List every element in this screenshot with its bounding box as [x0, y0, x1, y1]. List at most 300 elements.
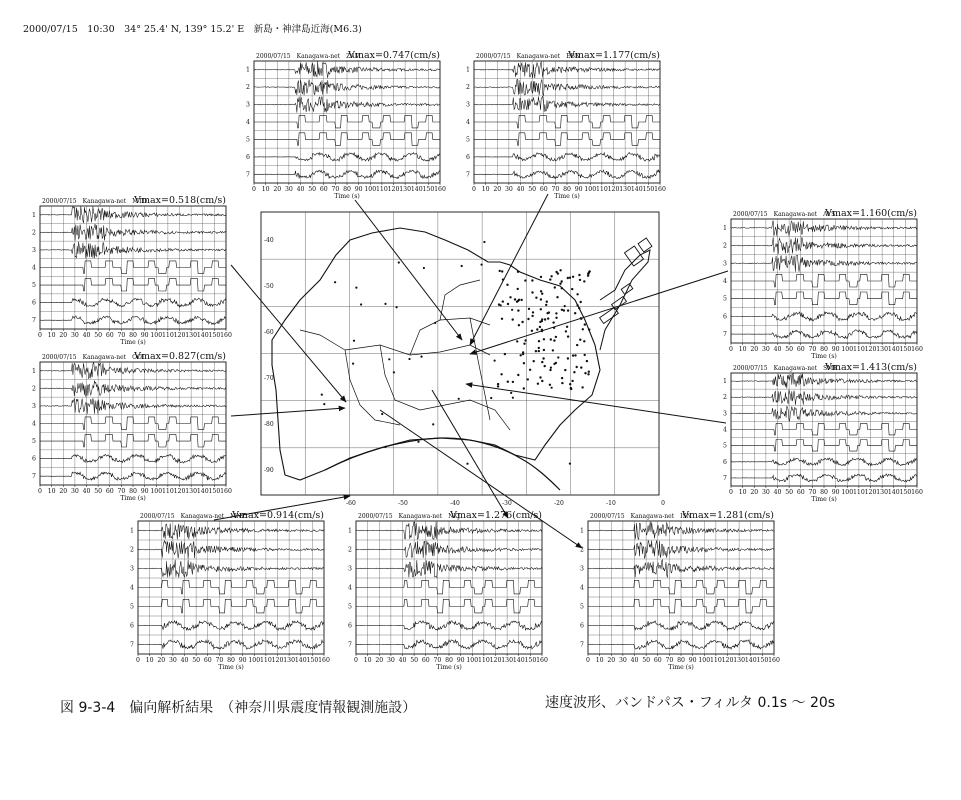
time-tick-label: 90 — [831, 346, 840, 353]
station-dot — [559, 283, 561, 285]
station-dot — [420, 356, 422, 358]
map-x-tick: -20 — [554, 500, 564, 507]
channel-label: 6 — [580, 622, 584, 630]
time-tick-label: 130 — [501, 657, 514, 664]
time-tick-label: 0 — [136, 657, 140, 664]
station-dot — [504, 353, 506, 355]
station-dot — [550, 275, 552, 277]
station-dot — [538, 350, 540, 352]
channel-label: 4 — [723, 426, 727, 434]
map-y-tick: -60 — [264, 329, 274, 336]
time-tick-label: 130 — [876, 346, 889, 353]
channel-label: 1 — [32, 211, 36, 219]
channel-label: 3 — [723, 260, 727, 268]
panel-vmax-zam: Vmax=0.747(cm/s) — [348, 50, 440, 61]
station-dot — [501, 318, 503, 320]
station-dot — [540, 298, 542, 300]
time-tick-label: 120 — [271, 657, 284, 664]
station-dot — [584, 372, 586, 374]
time-tick-label: 70 — [808, 489, 817, 496]
waveform-panel-ooi — [32, 351, 232, 502]
time-tick-label: 100 — [466, 657, 479, 664]
station-dot — [557, 272, 559, 274]
time-tick-label: 10 — [481, 186, 490, 193]
time-tick-label: 40 — [296, 186, 305, 193]
time-tick-label: 10 — [595, 657, 604, 664]
station-dot — [510, 392, 512, 394]
time-tick-label: 60 — [105, 332, 114, 339]
station-dot — [531, 291, 533, 293]
municipal-boundary — [470, 318, 490, 420]
channel-label: 5 — [32, 438, 36, 446]
time-tick-label: 50 — [94, 488, 103, 495]
channel-label: 2 — [32, 229, 36, 237]
station-dot — [396, 306, 398, 308]
map-x-tick: -30 — [502, 500, 512, 507]
time-tick-label: 50 — [785, 489, 794, 496]
time-tick-label: 110 — [375, 186, 388, 193]
time-axis-label: Time (s) — [120, 495, 146, 502]
time-tick-label: 120 — [721, 657, 734, 664]
station-dot — [466, 463, 468, 465]
station-dot — [538, 347, 540, 349]
channel-label: 7 — [466, 171, 470, 179]
time-tick-label: 50 — [94, 332, 103, 339]
channel-label: 1 — [130, 527, 134, 535]
station-dot — [564, 369, 566, 371]
panel-vmax-ebn: Vmax=1.177(cm/s) — [568, 50, 660, 61]
channel-label: 4 — [32, 264, 36, 272]
station-dot — [494, 360, 496, 362]
station-dot — [553, 339, 555, 341]
time-tick-label: 40 — [82, 332, 91, 339]
station-dot — [574, 312, 576, 314]
station-dot — [388, 358, 390, 360]
station-dot — [566, 326, 568, 328]
time-tick-label: 60 — [796, 489, 805, 496]
time-tick-label: 60 — [539, 186, 548, 193]
station-dot — [547, 317, 549, 319]
station-dot — [517, 309, 519, 311]
waveform-panel-zam — [246, 50, 446, 200]
channel-label: 2 — [32, 385, 36, 393]
station-arrow — [231, 265, 346, 402]
station-dot — [561, 280, 563, 282]
panel-title-zam: 2000/07/15 Kanagawa-net ZAM — [256, 53, 361, 60]
time-tick-label: 80 — [820, 489, 828, 496]
station-dot — [549, 369, 551, 371]
time-tick-label: 70 — [331, 186, 340, 193]
channel-label: 1 — [580, 527, 584, 535]
time-tick-label: 70 — [433, 657, 442, 664]
panel-title-isn: 2000/07/15 Kanagawa-net ISN — [590, 513, 692, 520]
station-dot — [579, 339, 581, 341]
station-dot — [537, 383, 539, 385]
station-dot — [587, 273, 589, 275]
station-dot — [408, 358, 410, 360]
municipal-boundary — [300, 330, 345, 350]
station-dot — [393, 371, 395, 373]
time-tick-label: 140 — [744, 657, 757, 664]
time-tick-label: 90 — [456, 657, 465, 664]
station-dot — [544, 365, 546, 367]
station-dot — [541, 361, 543, 363]
station-dot — [573, 371, 575, 373]
map-x-tick: -40 — [450, 500, 460, 507]
channel-label: 3 — [466, 101, 470, 109]
time-tick-label: 10 — [47, 332, 56, 339]
station-arrow — [470, 271, 728, 354]
time-tick-label: 50 — [308, 186, 317, 193]
station-dot — [572, 276, 574, 278]
time-tick-label: 90 — [574, 186, 583, 193]
station-dot — [517, 374, 519, 376]
time-tick-label: 40 — [180, 657, 189, 664]
panel-vmax-ooi: Vmax=0.827(cm/s) — [134, 351, 226, 362]
time-tick-label: 140 — [887, 346, 900, 353]
waveform-panel-smk — [723, 362, 923, 503]
time-tick-label: 110 — [852, 489, 865, 496]
time-tick-label: 100 — [150, 488, 163, 495]
channel-label: 1 — [348, 527, 352, 535]
channel-label: 5 — [723, 442, 727, 450]
station-dot — [551, 387, 553, 389]
time-tick-label: 60 — [796, 346, 805, 353]
station-dot — [570, 388, 572, 390]
waveform-panel-ebn — [466, 50, 666, 200]
time-tick-label: 110 — [161, 488, 174, 495]
station-dot — [542, 357, 544, 359]
station-dot — [323, 403, 325, 405]
map-x-tick: -60 — [346, 500, 356, 507]
time-tick-label: 60 — [105, 488, 114, 495]
time-tick-label: 80 — [677, 657, 685, 664]
time-tick-label: 30 — [168, 657, 177, 664]
channel-label: 1 — [246, 66, 250, 74]
time-tick-label: 0 — [586, 657, 590, 664]
station-dot — [512, 397, 514, 399]
channel-label: 1 — [466, 66, 470, 74]
station-dot — [518, 299, 520, 301]
station-dot — [564, 305, 566, 307]
channel-label: 5 — [32, 282, 36, 290]
waveform-panels — [32, 50, 923, 671]
station-dot — [539, 321, 541, 323]
map-x-tick: -50 — [398, 500, 408, 507]
station-dot — [588, 371, 590, 373]
panel-title-nkj: 2000/07/15 Kanagawa-net NKJ — [358, 513, 461, 520]
time-tick-label: 50 — [192, 657, 201, 664]
channel-label: 4 — [32, 420, 36, 428]
time-tick-label: 50 — [642, 657, 651, 664]
panel-title-mnz: 2000/07/15 Kanagawa-net MNZ — [140, 513, 246, 520]
channel-label: 4 — [348, 584, 352, 592]
channel-label: 7 — [32, 317, 36, 325]
time-tick-label: 160 — [911, 489, 923, 496]
time-tick-label: 80 — [227, 657, 235, 664]
panel-vmax-mtd: Vmax=0.518(cm/s) — [134, 195, 226, 206]
time-tick-label: 90 — [688, 657, 697, 664]
time-tick-label: 10 — [261, 186, 270, 193]
station-dot — [557, 356, 559, 358]
station-dot — [384, 446, 386, 448]
time-tick-label: 50 — [785, 346, 794, 353]
time-tick-label: 80 — [129, 332, 137, 339]
panel-vmax-nkj: Vmax=1.276(cm/s) — [450, 510, 542, 521]
station-dot — [360, 303, 362, 305]
panel-vmax-smk: Vmax=1.413(cm/s) — [825, 362, 917, 373]
time-tick-label: 140 — [294, 657, 307, 664]
station-dot — [569, 463, 571, 465]
station-dot — [521, 321, 523, 323]
channel-label: 6 — [723, 458, 727, 466]
time-axis-label: Time (s) — [120, 339, 146, 346]
station-dot — [540, 308, 542, 310]
station-dot — [550, 338, 552, 340]
time-tick-label: 20 — [273, 186, 282, 193]
station-dot — [531, 315, 533, 317]
time-tick-label: 150 — [899, 489, 912, 496]
panel-vmax-ays: Vmax=1.160(cm/s) — [825, 208, 917, 219]
time-tick-label: 0 — [354, 657, 358, 664]
time-tick-label: 140 — [410, 186, 423, 193]
panel-title-ays: 2000/07/15 Kanagawa-net AYS — [733, 211, 836, 218]
time-tick-label: 100 — [364, 186, 377, 193]
station-dot — [550, 367, 552, 369]
channel-label: 3 — [32, 246, 36, 254]
station-dot — [461, 265, 463, 267]
time-tick-label: 110 — [595, 186, 608, 193]
time-tick-label: 20 — [493, 186, 502, 193]
station-dot — [541, 293, 543, 295]
time-tick-label: 120 — [489, 657, 502, 664]
time-tick-label: 30 — [70, 488, 79, 495]
time-tick-label: 40 — [516, 186, 525, 193]
channel-label: 7 — [723, 474, 727, 482]
time-tick-label: 150 — [899, 346, 912, 353]
station-dot — [355, 287, 357, 289]
time-tick-label: 40 — [82, 488, 91, 495]
station-dot — [499, 304, 501, 306]
time-tick-label: 90 — [238, 657, 247, 664]
station-dot — [529, 369, 531, 371]
station-arrow — [380, 410, 582, 548]
time-tick-label: 150 — [642, 186, 655, 193]
time-tick-label: 90 — [354, 186, 363, 193]
channel-label: 6 — [32, 299, 36, 307]
time-tick-label: 30 — [618, 657, 627, 664]
time-tick-label: 140 — [512, 657, 525, 664]
station-dot — [587, 373, 589, 375]
time-tick-label: 20 — [607, 657, 616, 664]
channel-label: 4 — [580, 584, 584, 592]
map-y-tick: -50 — [264, 283, 274, 290]
time-tick-label: 80 — [563, 186, 571, 193]
time-tick-label: 160 — [434, 186, 446, 193]
channel-label: 5 — [580, 603, 584, 611]
station-dot — [522, 353, 524, 355]
station-dot — [536, 328, 538, 330]
time-tick-label: 160 — [768, 657, 780, 664]
station-dot — [554, 286, 556, 288]
time-tick-label: 50 — [528, 186, 537, 193]
station-dot — [555, 312, 557, 314]
time-tick-label: 30 — [70, 332, 79, 339]
station-dot — [552, 349, 554, 351]
channel-label: 1 — [723, 378, 727, 386]
time-tick-label: 70 — [808, 346, 817, 353]
station-dot — [579, 279, 581, 281]
time-tick-label: 120 — [864, 489, 877, 496]
time-axis-label: Time (s) — [334, 193, 360, 200]
station-dot — [569, 383, 571, 385]
station-dot — [556, 296, 558, 298]
channel-label: 6 — [466, 153, 470, 161]
station-dot — [539, 326, 541, 328]
waveform-panel-ays — [723, 208, 923, 360]
station-dot — [561, 309, 563, 311]
station-dot — [571, 380, 573, 382]
station-dot — [543, 338, 545, 340]
time-axis-label: Time (s) — [554, 193, 580, 200]
time-tick-label: 30 — [761, 489, 770, 496]
time-tick-label: 40 — [398, 657, 407, 664]
station-dot — [528, 308, 530, 310]
map-x-tick: -10 — [606, 500, 616, 507]
waveform-panel-nkj — [348, 510, 548, 671]
station-dot — [521, 299, 523, 301]
map-y-tick: -80 — [264, 421, 274, 428]
map-y-tick: -70 — [264, 375, 274, 382]
time-axis-label: Time (s) — [811, 496, 837, 503]
station-dot — [572, 354, 574, 356]
station-dot — [423, 267, 425, 269]
station-dot — [544, 318, 546, 320]
event-header: 2000/07/15 10:30 34° 25.4' N, 139° 15.2' E 新島・神津島近海(M6.3) — [23, 24, 362, 35]
station-dot — [533, 360, 535, 362]
time-tick-label: 60 — [319, 186, 328, 193]
time-tick-label: 130 — [283, 657, 296, 664]
channel-label: 6 — [348, 622, 352, 630]
time-tick-label: 30 — [386, 657, 395, 664]
time-tick-label: 100 — [841, 489, 854, 496]
station-dot — [541, 380, 543, 382]
time-tick-label: 130 — [399, 186, 412, 193]
time-tick-label: 150 — [208, 488, 221, 495]
time-tick-label: 150 — [208, 332, 221, 339]
time-axis-label: Time (s) — [436, 664, 462, 671]
channel-label: 4 — [723, 278, 727, 285]
time-tick-label: 160 — [911, 346, 923, 353]
channel-label: 4 — [130, 584, 134, 592]
station-dot — [523, 343, 525, 345]
panel-title-mtd: 2000/07/15 Kanagawa-net MTD — [42, 198, 148, 205]
time-tick-label: 130 — [876, 489, 889, 496]
time-tick-label: 20 — [750, 346, 759, 353]
panel-title-ooi: 2000/07/15 Kanagawa-net OOI — [42, 354, 145, 361]
station-dot — [581, 386, 583, 388]
time-tick-label: 100 — [584, 186, 597, 193]
station-dot — [576, 304, 578, 306]
channel-label: 1 — [723, 224, 727, 232]
waveform-panel-mtd — [32, 195, 232, 346]
channel-label: 3 — [246, 101, 250, 109]
station-dot — [549, 384, 551, 386]
channel-label: 2 — [130, 546, 134, 554]
station-dot — [501, 270, 503, 272]
channel-label: 6 — [723, 313, 727, 321]
time-tick-label: 140 — [196, 488, 209, 495]
time-tick-label: 100 — [841, 346, 854, 353]
station-dot — [561, 377, 563, 379]
channel-label: 6 — [130, 622, 134, 630]
station-dot — [571, 288, 573, 290]
station-dot — [514, 298, 516, 300]
channel-label: 2 — [246, 84, 250, 92]
time-tick-label: 80 — [445, 657, 453, 664]
time-tick-label: 0 — [729, 489, 733, 496]
time-tick-label: 130 — [185, 332, 198, 339]
station-dot — [512, 318, 514, 320]
time-tick-label: 40 — [630, 657, 639, 664]
station-dot — [527, 378, 529, 380]
filter-caption: 速度波形、バンドパス・フィルタ 0.1s ～ 20s — [545, 695, 836, 711]
time-tick-label: 120 — [173, 332, 186, 339]
station-dot — [586, 360, 588, 362]
station-dot — [531, 279, 533, 281]
station-dot — [511, 309, 513, 311]
station-dot — [540, 276, 542, 278]
time-tick-label: 20 — [750, 489, 759, 496]
time-tick-label: 10 — [145, 657, 154, 664]
station-dot — [417, 441, 419, 443]
time-tick-label: 100 — [698, 657, 711, 664]
panel-title-ebn: 2000/07/15 Kanagawa-net EBN — [476, 53, 581, 60]
time-tick-label: 70 — [117, 488, 126, 495]
station-dot — [578, 307, 580, 309]
channel-label: 5 — [246, 136, 250, 144]
station-dot — [576, 366, 578, 368]
channel-label: 3 — [723, 410, 727, 418]
station-dot — [555, 317, 557, 319]
channel-label: 3 — [130, 565, 134, 573]
channel-label: 7 — [130, 641, 134, 649]
time-tick-label: 80 — [129, 488, 137, 495]
station-dot — [545, 304, 547, 306]
station-dot — [334, 281, 336, 283]
time-tick-label: 40 — [773, 489, 782, 496]
station-dot — [567, 357, 569, 359]
station-dot — [567, 277, 569, 279]
channel-label: 1 — [32, 367, 36, 375]
time-tick-label: 20 — [59, 488, 68, 495]
station-dot — [507, 303, 509, 305]
station-dot — [523, 387, 525, 389]
station-arrow — [355, 200, 462, 340]
time-tick-label: 110 — [161, 332, 174, 339]
time-tick-label: 60 — [203, 657, 212, 664]
map-y-tick: -40 — [264, 237, 274, 244]
time-tick-label: 110 — [477, 657, 490, 664]
channel-label: 5 — [348, 603, 352, 611]
time-tick-label: 60 — [653, 657, 662, 664]
station-dot — [543, 349, 545, 351]
time-tick-label: 20 — [375, 657, 384, 664]
time-tick-label: 50 — [410, 657, 419, 664]
station-arrow — [466, 384, 726, 423]
time-tick-label: 140 — [196, 332, 209, 339]
station-dot — [458, 398, 460, 400]
